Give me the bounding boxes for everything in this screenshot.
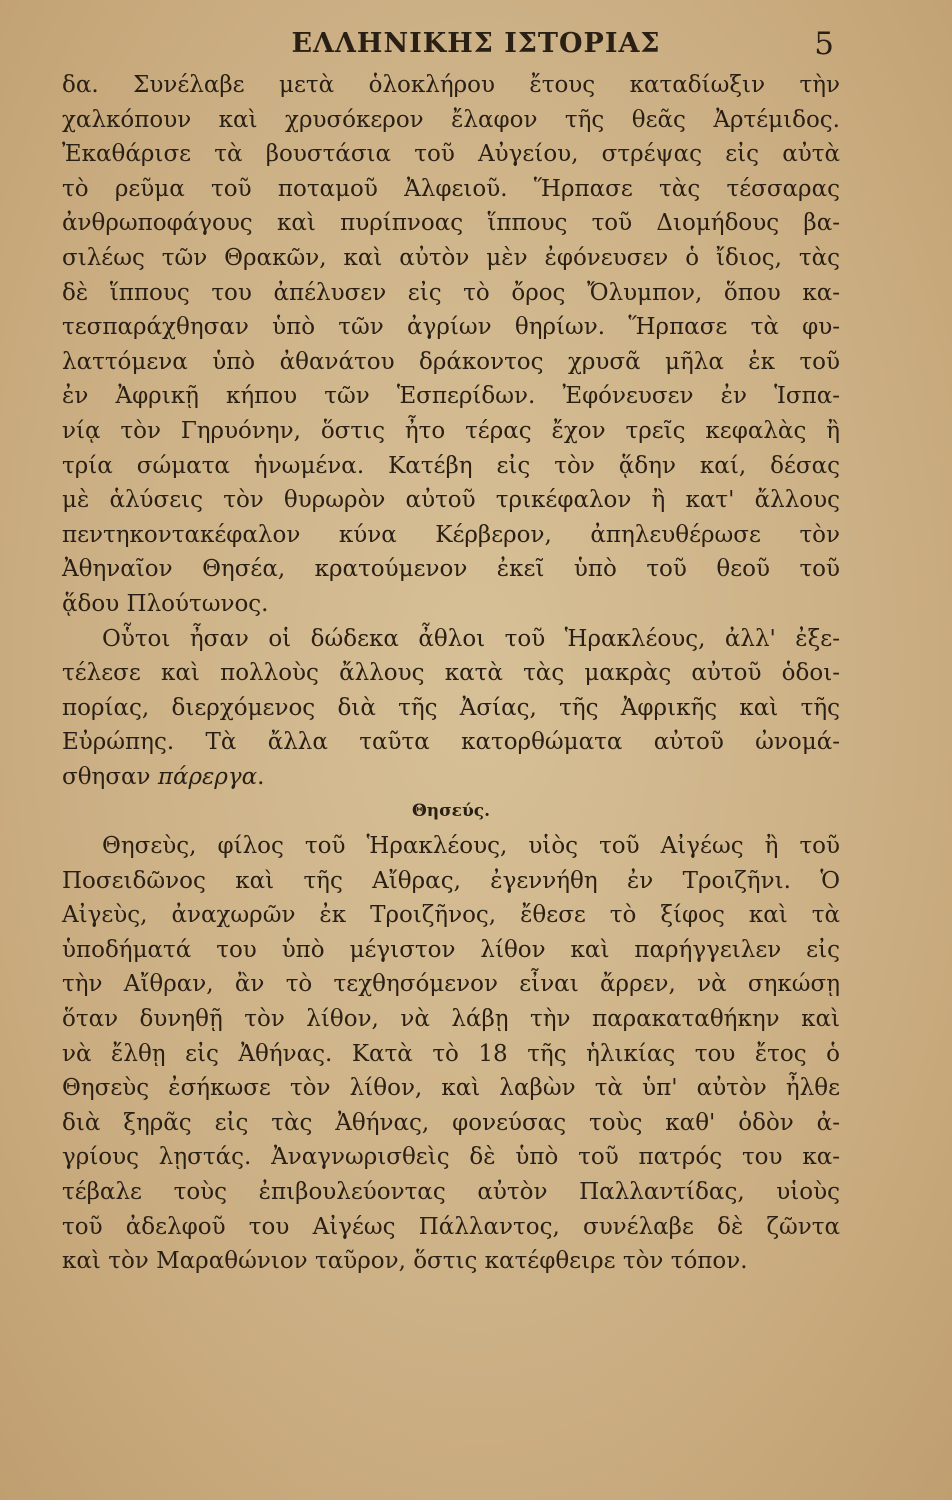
text-line <box>62 760 840 795</box>
text-line: ἐν Ἀφρικῇ κήπου τῶν Ἑσπερίδων. Ἐφόνευσεν ἐν Ἱσπα- <box>62 383 840 410</box>
text-line: τρία σώματα ἡνωμένα. Κατέβη εἰς τὸν ᾅδην καί, δέσας <box>62 452 840 479</box>
text-line: λαττόμενα ὑπὸ ἀθανάτου δράκοντος χρυσᾶ μῆλα ἐκ τοῦ <box>62 348 840 375</box>
text-line: νίᾳ τὸν Γηρυόνην, ὅστις ἦτο τέρας ἔχον τρεῖς κεφαλὰς ἢ <box>62 417 840 444</box>
running-title: ΕΛΛΗΝΙΚΗΣ ΙΣΤΟΡΙΑΣ <box>291 28 661 59</box>
text-line: μὲ ἁλύσεις τὸν θυρωρὸν αὐτοῦ τρικέφαλον ἢ κατ' ἄλλους <box>62 487 840 514</box>
text-line: πορίας, διερχόμενος διὰ τῆς Ἀσίας, τῆς Ἀφρικῆς καὶ τῆς <box>62 694 840 721</box>
text-line: ὑποδήματά του ὑπὸ μέγιστον λίθον καὶ παρήγγειλεν εἰς <box>62 936 840 963</box>
text-line: τοῦ ἀδελφοῦ του Αἰγέως Πάλλαντος, συνέλαβε δὲ ζῶντα <box>62 1213 840 1240</box>
text-line: Ἀθηναῖον Θησέα, κρατούμενον ἐκεῖ ὑπὸ τοῦ θεοῦ τοῦ <box>62 556 840 583</box>
text-line: τεσπαράχθησαν ὑπὸ τῶν ἀγρίων θηρίων. Ἥρπασε τὰ φυ- <box>62 314 840 341</box>
text-line: τέλεσε καὶ πολλοὺς ἄλλους κατὰ τὰς μακρὰς αὐτοῦ ὁδοι- <box>62 660 840 687</box>
paragraph-labors <box>62 68 840 622</box>
page-header <box>0 20 952 64</box>
text-run: σθησαν <box>62 763 158 790</box>
paragraph-theseus <box>62 829 840 1279</box>
text-line: τὸ ρεῦμα τοῦ ποταμοῦ Ἀλφειοῦ. Ἥρπασε τὰς τέσσαρας <box>62 175 840 202</box>
text-line: διὰ ξηρᾶς εἰς τὰς Ἀθήνας, φονεύσας τοὺς καθ' ὁδὸν ἀ- <box>62 1109 840 1136</box>
text-line: ᾅδου Πλούτωνος. <box>62 590 269 617</box>
text-line: Ποσειδῶνος καὶ τῆς Αἴθρας, ἐγεννήθη ἐν Τροιζῆνι. Ὁ <box>62 867 840 894</box>
text-line: νὰ ἔλθῃ εἰς Ἀθήνας. Κατὰ τὸ 18 τῆς ἡλικίας του ἔτος ὁ <box>62 1040 840 1067</box>
text-line: τέβαλε τοὺς ἐπιβουλεύοντας αὐτὸν Παλλαντίδας, υἱοὺς <box>62 1179 840 1205</box>
paragraph-other-deeds <box>62 622 840 795</box>
text-line: Θησεὺς ἐσήκωσε τὸν λίθον, καὶ λαβὼν τὰ ὑπ' αὐτὸν ἦλθε <box>62 1075 840 1102</box>
text-line: Εὐρώπης. Τὰ ἄλλα ταῦτα κατορθώματα αὐτοῦ ὠνομά- <box>62 729 840 756</box>
page-number: 5 <box>814 26 834 62</box>
text-line: Αἰγεὺς, ἀναχωρῶν ἐκ Τροιζῆνος, ἔθεσε τὸ ξίφος καὶ τὰ <box>62 902 840 929</box>
text-line: γρίους λῃστάς. Ἀναγνωρισθεὶς δὲ ὑπὸ τοῦ πατρός του κα- <box>62 1144 840 1171</box>
section-heading: Θησεύς. <box>411 801 491 822</box>
text-line: τὴν Αἴθραν, ἂν τὸ τεχθησόμενον εἶναι ἄρρεν, νὰ σηκώσῃ <box>62 971 840 998</box>
text-line: Οὗτοι ἦσαν οἱ δώδεκα ἆθλοι τοῦ Ἡρακλέους, ἀλλ' ἐξε- <box>102 625 840 652</box>
text-line: Ἐκαθάρισε τὰ βουστάσια τοῦ Αὐγείου, στρέψας εἰς αὐτὰ <box>62 141 840 168</box>
text-line: Θησεὺς, φίλος τοῦ Ἡρακλέους, υἱὸς τοῦ Αἰγέως ἢ τοῦ <box>102 833 840 860</box>
text-line: δὲ ἵππους του ἀπέλυσεν εἰς τὸ ὄρος Ὄλυμπον, ὅπου κα- <box>62 279 840 306</box>
page-body <box>62 68 840 1279</box>
text-line: χαλκόπουν καὶ χρυσόκερον ἔλαφον τῆς θεᾶς Ἀρτέμιδος. <box>62 106 840 133</box>
text-line: δα. Συνέλαβε μετὰ ὁλοκλήρου ἔτους καταδίωξιν τὴν <box>62 72 840 98</box>
text-line: σιλέως τῶν Θρακῶν, καὶ αὐτὸν μὲν ἐφόνευσεν ὁ ἴδιος, τὰς <box>62 244 840 271</box>
text-run: . <box>257 763 265 790</box>
text-line: καὶ τὸν Μαραθώνιον ταῦρον, ὅστις κατέφθειρε τὸν τόπον. <box>62 1248 748 1275</box>
text-line: ἀνθρωποφάγους καὶ πυρίπνοας ἵππους τοῦ Διομήδους βα- <box>62 210 840 237</box>
text-line: πεντηκοντακέφαλον κύνα Κέρβερον, ἀπηλευθέρωσε τὸν <box>62 521 840 548</box>
text-line: ὅταν δυνηθῇ τὸν λίθον, νὰ λάβῃ τὴν παρακαταθήκην καὶ <box>62 1006 840 1033</box>
italic-term: πάρεργα <box>157 763 258 790</box>
